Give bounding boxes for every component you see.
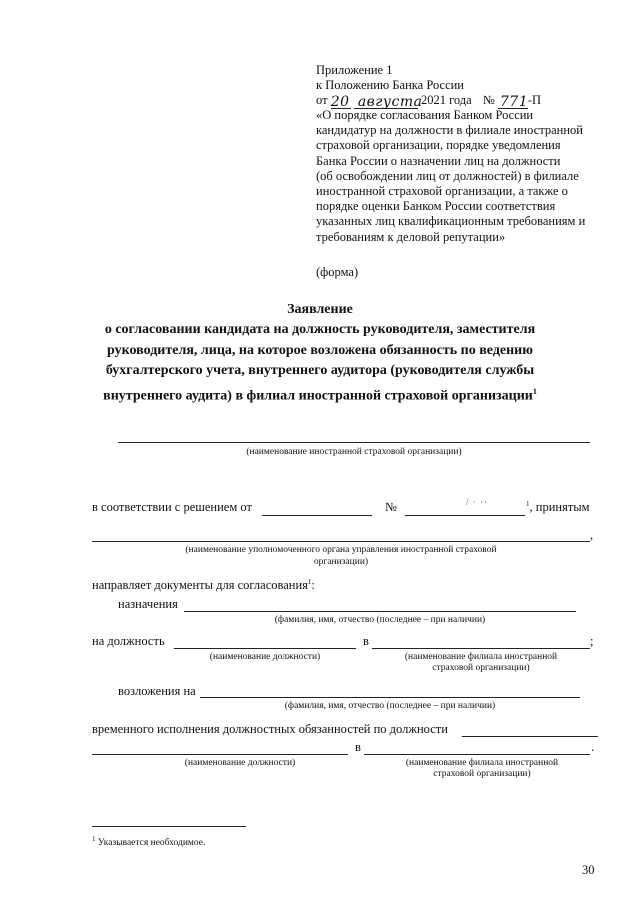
temp-label: временного исполнения должностных обязанностей по должности <box>92 722 448 736</box>
sends-docs-footnote-ref: 1 <box>307 578 312 586</box>
position-semicolon: ; <box>590 634 594 648</box>
num-handwritten: 771 <box>499 94 529 110</box>
footnote-mark: 1 <box>92 835 96 843</box>
branch-caption-1a: (наименование филиала иностранной <box>404 652 558 662</box>
appendix-description-line: кандидатур на должности в филиале иностранной <box>316 123 583 138</box>
org-name-caption: (наименование иностранной страховой организации) <box>246 447 462 457</box>
footnote-separator <box>92 826 246 827</box>
organ-caption-2: организации) <box>313 557 369 567</box>
position-label: на должность <box>92 634 165 648</box>
date-prefix: от <box>316 93 328 107</box>
appendix-description-line: «О порядке согласования Банком России <box>316 108 534 122</box>
temp-branch-caption-a: (наименование филиала иностранной <box>405 758 559 768</box>
appendix-description-line: (об освобождении лиц от должностей) в филиале <box>316 168 579 183</box>
decision-suffix: $^1$, принятым <box>526 500 590 515</box>
document-title <box>0 320 640 407</box>
position-line[interactable] <box>174 648 356 649</box>
appointment-fio-caption: (фамилия, имя, отчество (последнее – при наличии) <box>274 615 486 625</box>
temp-dot: . <box>591 740 595 754</box>
sends-docs: направляет документы для согласования$^1$: <box>92 578 315 593</box>
date-month-handwritten: августа <box>357 94 423 110</box>
organ-caption-1: (наименование уполномоченного органа управления иностранной страховой <box>185 545 497 555</box>
position-in-label: в <box>363 634 369 648</box>
footnote <box>92 835 205 848</box>
decision-footnote-ref: 1 <box>526 500 530 508</box>
date-month-field <box>354 93 423 110</box>
branch-line[interactable] <box>372 648 590 649</box>
num-sign: № <box>482 93 495 107</box>
pen-mark: / · ·· <box>466 497 488 507</box>
document-title-line <box>0 382 640 407</box>
org-name-line[interactable] <box>118 442 590 443</box>
page-number: 30 <box>582 863 595 877</box>
temp-position-line-1[interactable] <box>462 736 598 737</box>
assignment-fio-caption: (фамилия, имя, отчество (последнее – при наличии) <box>284 701 496 711</box>
temp-branch-caption-b: страховой организации) <box>433 769 531 779</box>
appendix-description-line: порядке оценки Банком России соответствия <box>316 199 556 214</box>
num-suffix: -П <box>527 93 542 107</box>
appendix-line-2: к Положению Банка России <box>316 78 464 92</box>
appendix-description-line: иностранной страховой организации, а также о <box>316 184 568 199</box>
position-caption: (наименование должности) <box>209 652 321 662</box>
decision-number-line[interactable] <box>405 515 525 516</box>
appendix-date-line <box>316 93 541 109</box>
document-title-line <box>0 341 640 362</box>
document-title-text: внутреннего аудита) в филиал иностранной страховой организации <box>103 388 533 404</box>
temp-position-line-2[interactable] <box>92 754 348 755</box>
appendix-description <box>316 108 585 245</box>
form-label: (форма) <box>316 265 359 279</box>
decision-date-line[interactable] <box>262 515 372 516</box>
appendix-description-line: указанных лиц квалификационным требованиям и <box>316 214 586 229</box>
document-title-line <box>0 361 640 382</box>
document-title-text: руководителя, лица, на которое возложена обязанность по ведению <box>107 342 533 358</box>
appendix-description-line: страховой организации, порядке уведомления <box>316 138 561 153</box>
decision-prefix: в соответствии с решением от <box>92 500 252 514</box>
decision-num-sign: № <box>385 500 397 514</box>
assignment-fio-line[interactable] <box>200 697 580 698</box>
footnote-text: Указывается необходимое. <box>97 838 206 849</box>
date-day-handwritten: 20 <box>330 94 350 110</box>
appendix-description-line: требованиям к деловой репутации» <box>316 229 506 244</box>
branch-caption-1b: страховой организации) <box>432 663 530 673</box>
appointment-label: назначения <box>118 597 178 611</box>
document-heading: Заявление <box>287 302 353 317</box>
temp-position-caption: (наименование должности) <box>184 758 296 768</box>
appendix-description-line: Банка России о назначении лиц на должности <box>316 153 561 168</box>
appointment-fio-line[interactable] <box>184 611 576 612</box>
date-day-field <box>331 93 351 109</box>
temp-in-label: в <box>355 740 361 754</box>
assignment-label: возложения на <box>118 684 196 698</box>
organ-name-line[interactable] <box>92 541 590 542</box>
temp-branch-line[interactable] <box>364 754 590 755</box>
num-field <box>498 93 528 109</box>
title-footnote-ref: 1 <box>532 386 537 396</box>
appendix-line-1: Приложение 1 <box>316 63 393 77</box>
date-year: 2021 года <box>420 93 472 107</box>
document-title-text: о согласовании кандидата на должность руководителя, заместителя <box>104 322 536 337</box>
document-title-text: бухгалтерского учета, внутреннего аудитора (руководителя службы <box>105 363 535 378</box>
document-title-line <box>0 320 640 341</box>
organ-comma: , <box>590 528 594 542</box>
